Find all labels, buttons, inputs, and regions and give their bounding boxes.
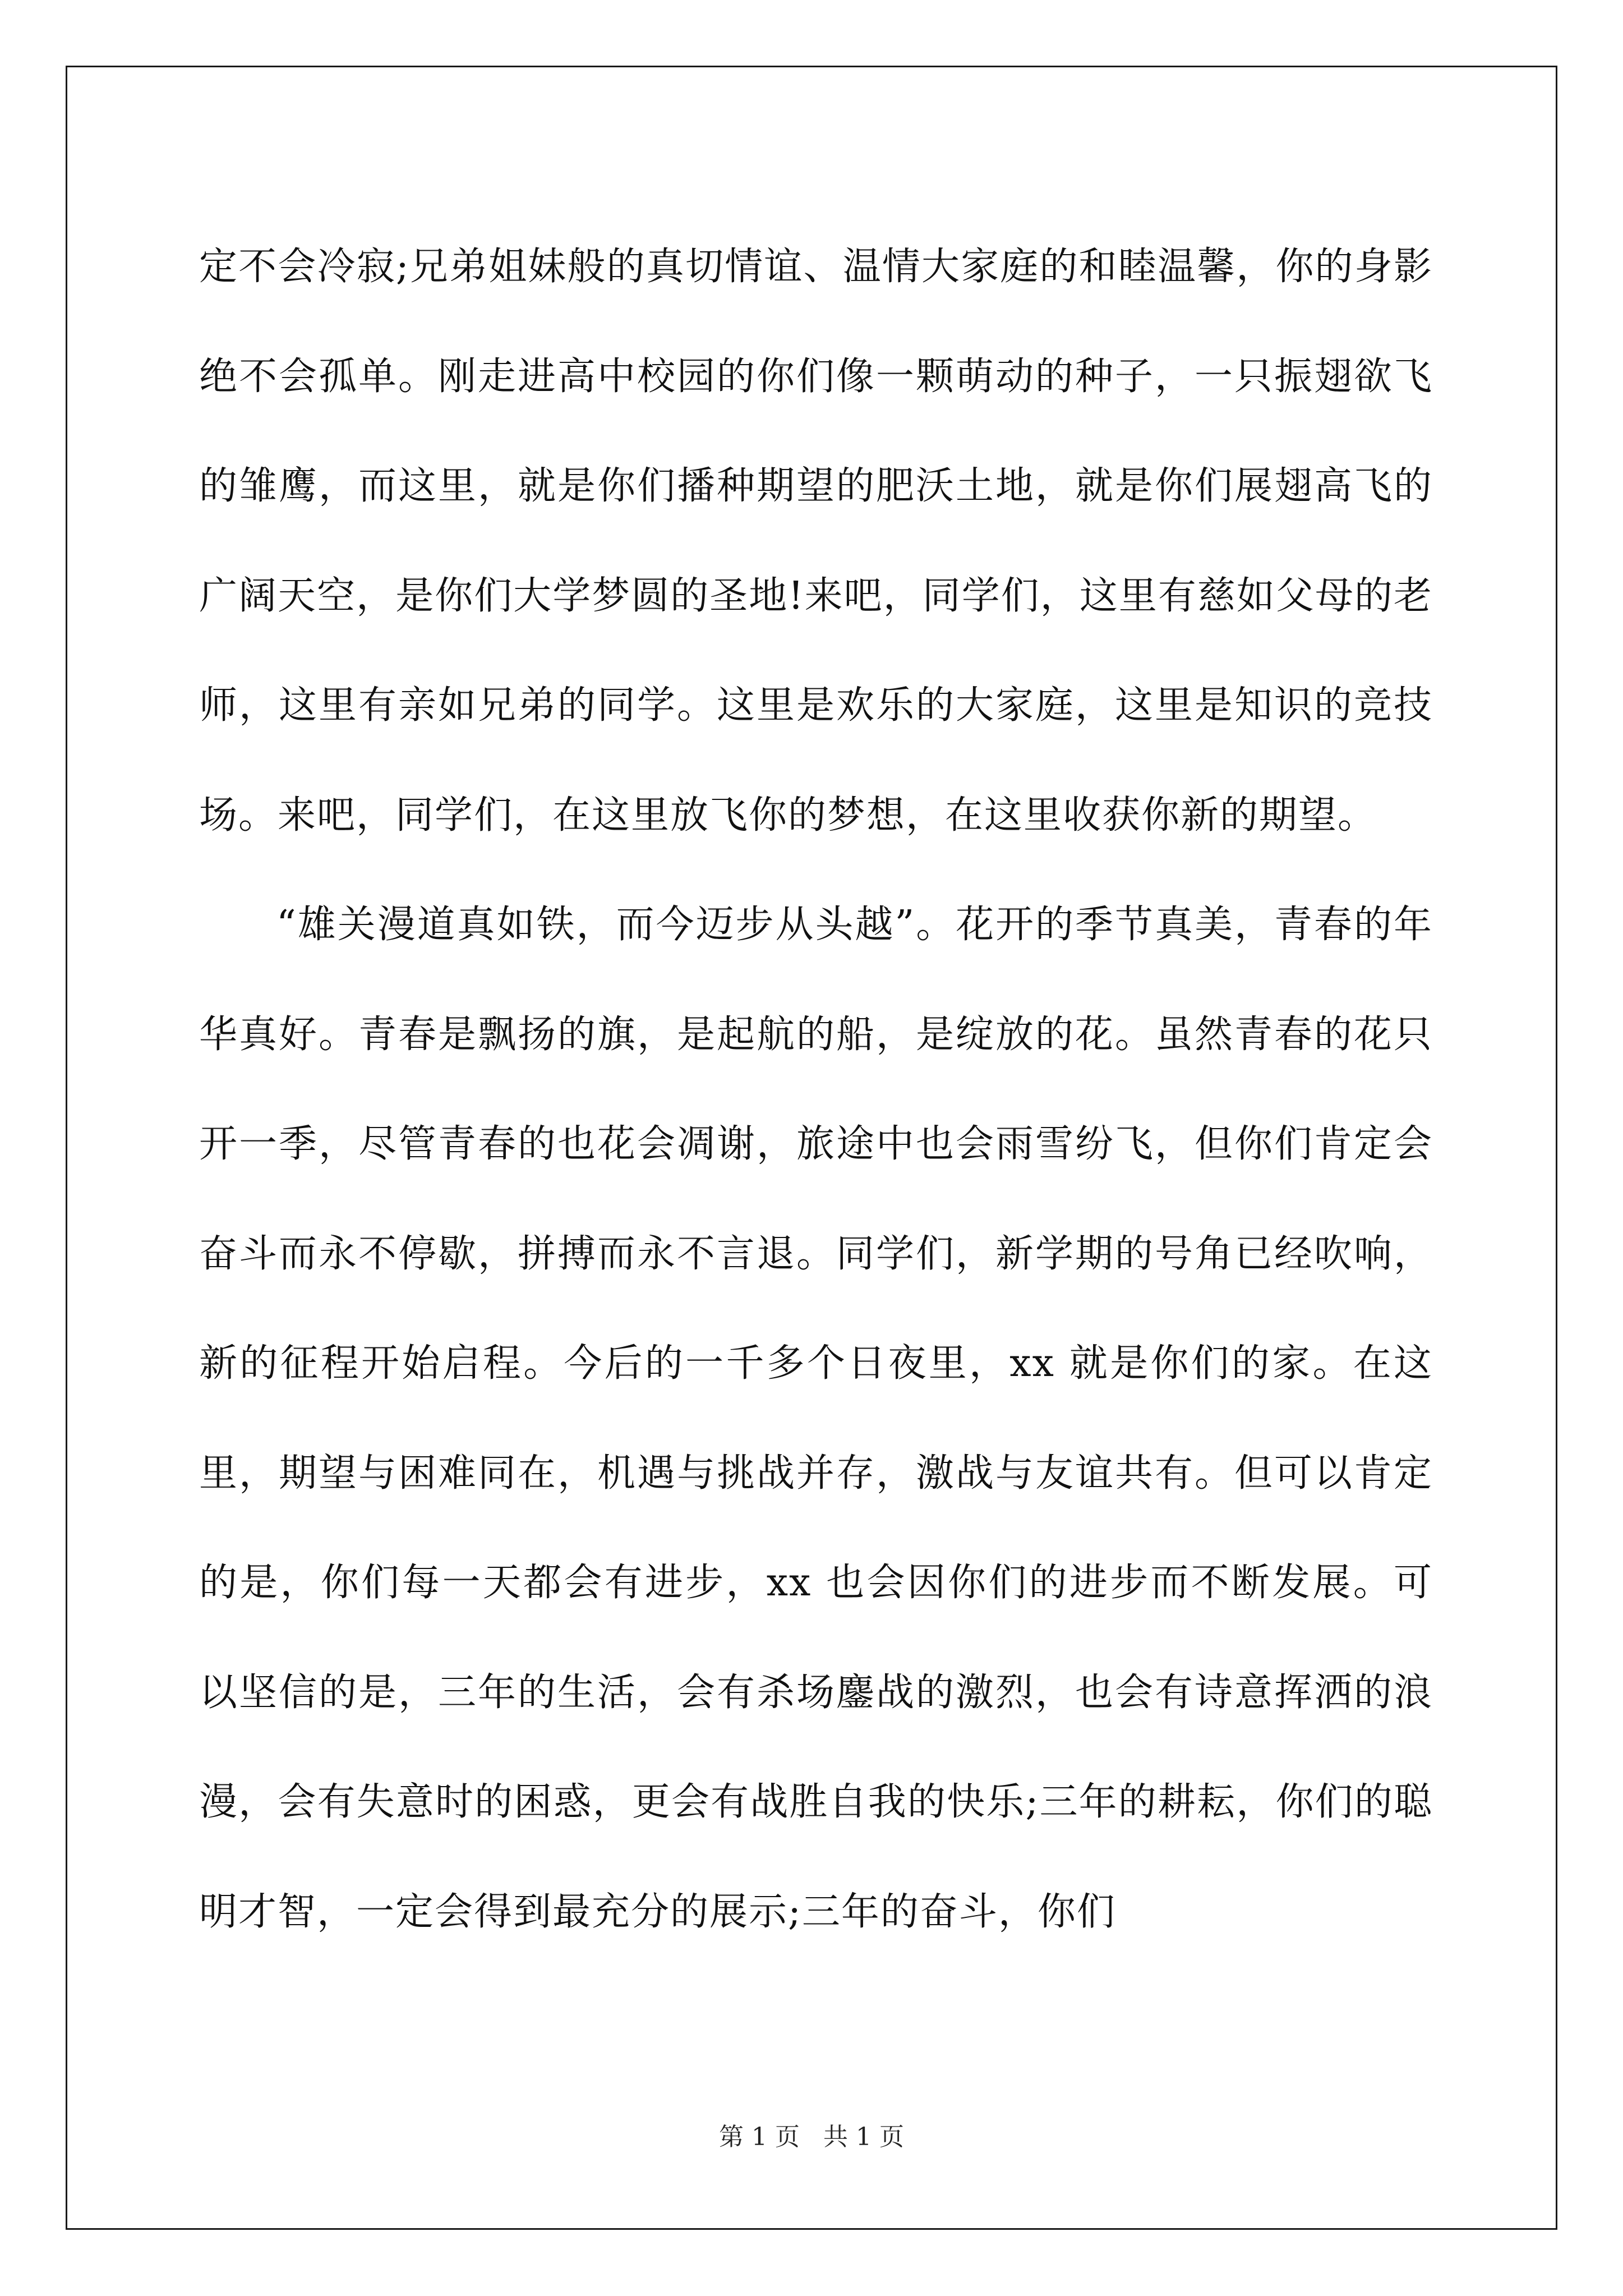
paragraph: “雄关漫道真如铁，而今迈步从头越”。花开的季节真美，青春的年华真好。青春是飘扬的旗，是起航的船，是绽放的花。虽然青春的花只开一季，尽管青春的也花会凋谢，旅途中也会雨雪纷飞，但你们肯定会奋斗而永不停歇，拼搏而永不言退。同学们，新学期的号角已经吹响，新的征程开始启程。今后的一千多个日夜里，xx 就是你们的家。在这里，期望与困难同在，机遇与挑战并存，激战与友谊共有。但可以肯定的是，你们每一天都会有进步，xx 也会因你们的进步而不断发展。可以坚信的是，三年的生活，会有杀场鏖战的激烈，也会有诗意挥洒的浪漫，会有失意时的困惑，更会有战胜自我的快乐;三年的耕耘，你们的聪明才智，一定会得到最充分的展示;三年的奋斗，你们: [199, 903, 1433, 1934]
paragraph: 定不会冷寂;兄弟姐妹般的真切情谊、温情大家庭的和睦温馨，你的身影绝不会孤单。刚走进高中校园的你们像一颗萌动的种子，一只振翅欲飞的雏鹰，而这里，就是你们播种期望的肥沃土地，就是你们展翅高飞的广阔天空，是你们大学梦圆的圣地!来吧，同学们，这里有慈如父母的老师，这里有亲如兄弟的同学。这里是欢乐的大家庭，这里是知识的竞技场。来吧，同学们，在这里放飞你的梦想，在这里收获你新的期望。: [199, 245, 1433, 838]
document-body: [199, 212, 1433, 1967]
page-footer: 第 1 页 共 1 页: [719, 2123, 904, 2151]
